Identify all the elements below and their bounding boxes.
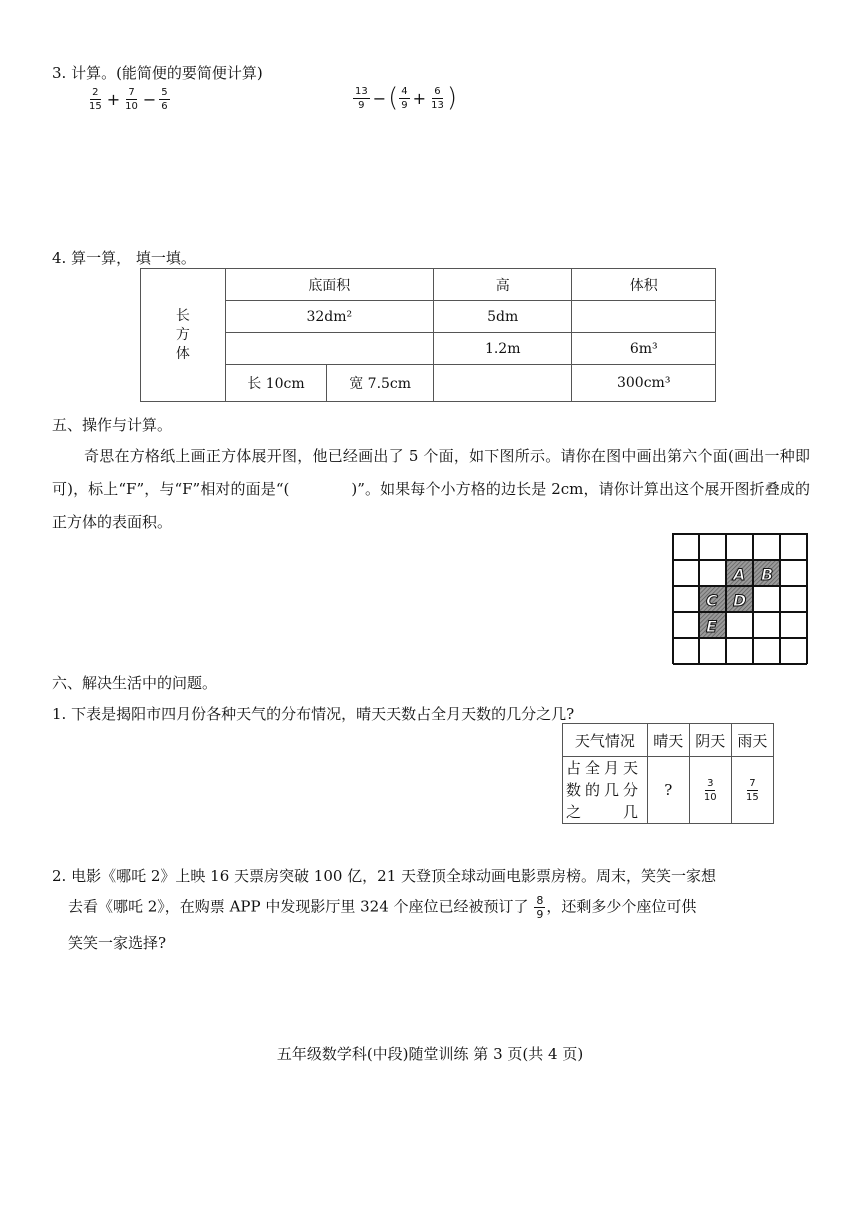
section-5-paragraph: 奇思在方格纸上画正方体展开图，他已经画出了 5 个面，如下图所示。请你在图中画出第六个面(画出一种即可)，标上“F”，与“F”相对的面是“( )”。如果每个小方格的边长是 2cm，请你计算出这个展开图折叠成的正方体的表面积。 <box>52 447 810 531</box>
cell-height-blank[interactable] <box>433 365 571 402</box>
q3-expression-2 <box>352 85 457 111</box>
cell-volume: 300cm³ <box>572 365 716 402</box>
row-label-cuboid: 长方体 <box>141 269 226 402</box>
plus-sign: + <box>106 90 121 109</box>
header-cloudy: 阴天 <box>689 724 731 757</box>
label-a: A <box>733 565 746 584</box>
fraction: $\frac{4}{9}$ <box>401 85 408 111</box>
label-d: D <box>733 591 747 610</box>
q2-line-3: 笑笑一家选择? <box>68 934 167 952</box>
section-6-title: 六、解决生活中的问题。 <box>52 674 218 692</box>
q3-expression-1 <box>86 87 171 112</box>
cell-rainy: $\frac{7}{15}$ <box>731 757 773 824</box>
cell-base-area-blank[interactable] <box>225 333 433 365</box>
fraction: $\frac{13}{9}$ <box>355 85 368 111</box>
cell-base-area: 32dm² <box>225 301 433 333</box>
label-b: B <box>761 565 774 584</box>
cell-height: 1.2m <box>433 333 571 365</box>
fraction: $\frac{5}{6}$ <box>161 87 168 112</box>
weather-table <box>562 723 774 824</box>
header-volume: 体积 <box>572 269 716 301</box>
minus-sign: − <box>372 88 387 108</box>
cube-net-grid <box>672 532 810 666</box>
header-rainy: 雨天 <box>731 724 773 757</box>
cell-volume: 6m³ <box>572 333 716 365</box>
header-sunny: 晴天 <box>647 724 689 757</box>
fraction: $\frac{2}{15}$ <box>89 87 102 112</box>
q3-title: 3. 计算。(能简便的要简便计算) <box>52 64 263 82</box>
header-base-area: 底面积 <box>225 269 433 301</box>
row-label-fraction: 占全月天数的几分之几 <box>563 757 648 824</box>
plus-sign: + <box>412 88 427 108</box>
label-e: E <box>706 617 717 636</box>
header-height: 高 <box>433 269 571 301</box>
cuboid-table <box>140 268 716 402</box>
fraction: $\frac{6}{13}$ <box>431 85 444 111</box>
cell-length: 长 10cm <box>225 365 327 402</box>
left-paren: ( <box>388 83 399 113</box>
q2-line-2: 去看《哪吒 2》，在购票 APP 中发现影厅里 324 个座位已经被预订了 $\frac{8}{9}$ ，还剩多少个座位可供 <box>68 894 697 921</box>
header-weather: 天气情况 <box>563 724 648 757</box>
cell-sunny[interactable]: ? <box>647 757 689 824</box>
minus-sign: − <box>142 90 157 109</box>
fraction: $\frac{8}{9}$ <box>536 894 544 921</box>
q4-title: 4. 算一算， 填一填。 <box>52 249 196 267</box>
cell-height: 5dm <box>433 301 571 333</box>
q1-text: 1. 下表是揭阳市四月份各种天气的分布情况，晴天天数占全月天数的几分之几? <box>52 705 575 723</box>
fraction: $\frac{7}{10}$ <box>125 87 138 112</box>
label-c: C <box>706 591 718 610</box>
right-paren: ) <box>446 83 457 113</box>
section-5-title: 五、操作与计算。 <box>52 416 173 434</box>
cell-cloudy: $\frac{3}{10}$ <box>689 757 731 824</box>
cell-width: 宽 7.5cm <box>327 365 434 402</box>
cell-volume-blank[interactable] <box>572 301 716 333</box>
page-footer: 五年级数学科(中段)随堂训练 第 3 页(共 4 页) <box>276 1045 584 1063</box>
q2-line-1: 2. 电影《哪吒 2》上映 16 天票房突破 100 亿，21 天登顶全球动画电影票房榜。周末，笑笑一家想 <box>52 867 717 885</box>
